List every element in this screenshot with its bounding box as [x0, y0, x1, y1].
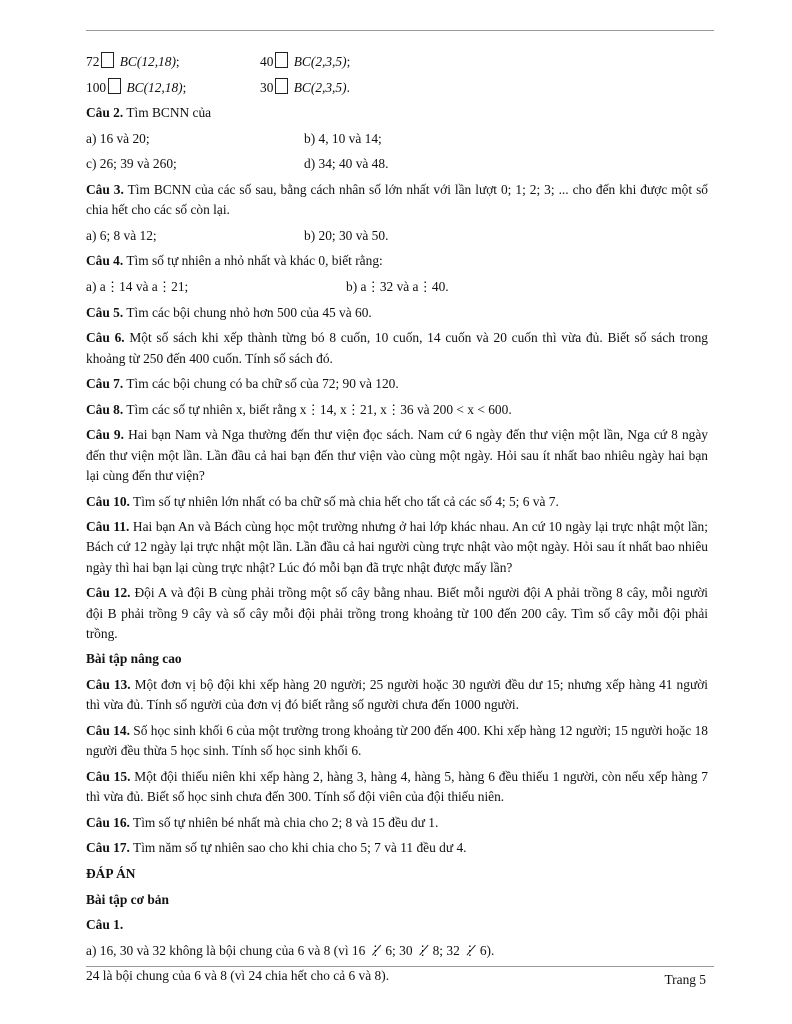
question-12 — [86, 583, 708, 644]
bc-row — [86, 78, 708, 98]
answer-box — [275, 52, 288, 68]
question-label: Câu 11. — [86, 519, 130, 535]
question-text: Tìm số tự nhiên a nhỏ nhất và khác 0, biết rằng: — [123, 253, 383, 269]
bc-expression: BC(2,3,5) — [293, 54, 347, 69]
question-11 — [86, 517, 708, 578]
answer-heading: ĐÁP ÁN — [86, 865, 136, 881]
question-text: Một đơn vị bộ đội khi xếp hàng 20 người; 25 người hoặc 30 người đều dư 15; nhưng xếp hàng 41 người thì vừa đủ. Tính số người của đơn vị đó biết rằng số người chưa đến 1000 người. — [86, 677, 709, 713]
question-13 — [86, 675, 708, 716]
question-label: Câu 5. — [86, 304, 124, 320]
question-6 — [86, 328, 708, 369]
bc-expression: BC(12,18) — [119, 54, 176, 69]
option-b: b) a⋮32 và a⋮40. — [346, 279, 449, 295]
options-row — [86, 129, 708, 149]
header-rule — [86, 30, 714, 31]
page-content — [86, 52, 708, 992]
question-text: Tìm số tự nhiên lớn nhất có ba chữ số mà chia hết cho tất cả các số 4; 5; 6 và 7. — [129, 493, 559, 509]
question-label: Câu 17. — [86, 840, 130, 856]
option-d: d) 34; 40 và 48. — [304, 156, 389, 172]
question-text: Tìm các số tự nhiên x, biết rằng x⋮14, x⋮21, x⋮36 và 200 < x < 600. — [123, 401, 512, 417]
options-row — [86, 277, 708, 297]
question-17 — [86, 838, 708, 858]
punct: ; — [346, 54, 351, 69]
bc-number: 30 — [260, 79, 274, 95]
bc-row — [86, 52, 708, 72]
answer-line: 24 là bội chung của 6 và 8 (vì 24 chia hết cho cả 6 và 8). — [86, 968, 390, 984]
bc-expression: BC(2,3,5) — [293, 79, 347, 95]
question-label: Câu 8. — [86, 401, 124, 417]
option-a: a) a⋮14 và a⋮21; — [86, 279, 189, 295]
basic-heading: Bài tập cơ bản — [86, 891, 169, 907]
option-c: c) 26; 39 và 260; — [86, 156, 177, 172]
question-text: Một đội thiếu niên khi xếp hàng 2, hàng 3, hàng 4, hàng 5, hàng 6 đều thiếu 1 người, còn nếu xếp hàng 7 thì vừa đủ. Biết số học sinh chưa đến 300. Tính số đội viên của đội thiếu niên. — [86, 768, 708, 805]
bc-number: 100 — [86, 79, 107, 95]
option-b: b) 4, 10 và 14; — [304, 130, 382, 146]
footer-rule — [86, 966, 714, 967]
question-2 — [86, 103, 708, 123]
answer-box — [101, 52, 114, 68]
question-label: Câu 2. — [86, 105, 124, 121]
question-text: Số học sinh khối 6 của một trường trong khoảng từ 200 đến 400. Khi xếp hàng 12 người; 15 người hoặc 18 người đều thừa 5 học sinh. Tính số học sinh khối 6. — [86, 722, 708, 759]
question-text: Hai bạn Nam và Nga thường đến thư viện đọc sách. Nam cứ 6 ngày đến thư viện một lần, Nga cứ 8 ngày đến thư viện một lần. Lần đầu cả hai bạn đến thư viện vào cùng một ngày. Hỏi sau ít nhất bao nhiêu ngày hai bạn lại cùng đến thư viện? — [86, 427, 708, 483]
bc-item — [86, 52, 260, 72]
bc-item — [260, 52, 350, 72]
question-label: Câu 15. — [86, 768, 131, 784]
bc-expression: BC(12,18) — [126, 79, 183, 95]
bc-item — [260, 78, 350, 98]
question-text: Tìm năm số tự nhiên sao cho khi chia cho 5; 7 và 11 đều dư 4. — [129, 840, 467, 856]
question-text: Hai bạn An và Bách cùng học một trường nhưng ở hai lớp khác nhau. An cứ 10 ngày lại trực nhật một lần; Bách cứ 12 ngày lại trực nhật một lần. Lần đầu cả hai người cùng trực nhật vào một ngày. Hỏi sau ít nhất bao nhiêu ngày thì hai bạn lại cùng trực nhật? Lúc đó mỗi bạn đã trực nhật được mấy lần? — [86, 519, 708, 575]
bc-number: 40 — [260, 54, 274, 69]
question-label: Câu 14. — [86, 722, 130, 738]
question-text: Đội A và đội B cùng phải trồng một số cây bằng nhau. Biết mỗi người đội A phải trồng 8 cây, mỗi người đội B phải trồng 9 cây và số cây mỗi đội phải trồng trong khoảng từ 100 đến 200 cây. Tìm số cây mỗi đội phải trồng. — [86, 585, 708, 641]
advanced-heading: Bài tập nâng cao — [86, 651, 182, 667]
question-16 — [86, 813, 708, 833]
question-3 — [86, 180, 708, 221]
question-5 — [86, 303, 708, 323]
question-4 — [86, 251, 708, 271]
question-15 — [86, 767, 708, 808]
question-label: Câu 9. — [86, 427, 124, 443]
punct: . — [346, 79, 350, 95]
question-label: Câu 6. — [86, 330, 125, 346]
question-7 — [86, 374, 708, 394]
question-8 — [86, 400, 708, 420]
option-a: a) 16 và 20; — [86, 130, 150, 146]
question-10 — [86, 492, 708, 512]
page-number: Trang 5 — [664, 972, 706, 987]
option-a: a) 6; 8 và 12; — [86, 227, 157, 243]
question-9 — [86, 425, 708, 486]
question-label: Câu 12. — [86, 585, 131, 601]
punct: ; — [175, 54, 180, 69]
question-text: Tìm số tự nhiên bé nhất mà chia cho 2; 8 và 15 đều dư 1. — [129, 814, 439, 830]
question-text: Tìm các bội chung có ba chữ số của 72; 90 và 120. — [123, 376, 399, 392]
question-label: Câu 7. — [86, 376, 124, 392]
question-label: Câu 16. — [86, 814, 130, 830]
answer-q1-label: Câu 1. — [86, 917, 124, 933]
options-row — [86, 154, 708, 174]
question-label: Câu 13. — [86, 677, 131, 693]
punct: ; — [182, 79, 187, 95]
question-label: Câu 10. — [86, 493, 130, 509]
question-text: Tìm BCNN của các số sau, bằng cách nhân số lớn nhất với lần lượt 0; 1; 2; 3; ... cho đến khi được một số chia hết cho các số còn lại. — [86, 181, 708, 218]
question-label: Câu 4. — [86, 253, 124, 269]
answer-line: a) 16, 30 và 32 không là bội chung của 6 và 8 (vì 16 ⋮̸ 6; 30 ⋮̸ 8; 32 ⋮̸ 6). — [86, 942, 495, 958]
question-14 — [86, 721, 708, 762]
bc-number: 72 — [86, 54, 100, 69]
option-b: b) 20; 30 và 50. — [304, 227, 389, 243]
question-label: Câu 3. — [86, 181, 124, 197]
answer-box — [108, 78, 121, 94]
answer-box — [275, 78, 288, 94]
question-text: Một số sách khi xếp thành từng bó 8 cuốn, 10 cuốn, 14 cuốn và 20 cuốn thì vừa đủ. Biết số sách trong khoảng từ 250 đến 400 cuốn. Tính số sách đó. — [86, 330, 708, 366]
question-text: Tìm các bội chung nhỏ hơn 500 của 45 và 60. — [123, 304, 372, 320]
bc-item — [86, 78, 260, 98]
options-row — [86, 226, 708, 246]
question-text: Tìm BCNN của — [123, 105, 212, 121]
